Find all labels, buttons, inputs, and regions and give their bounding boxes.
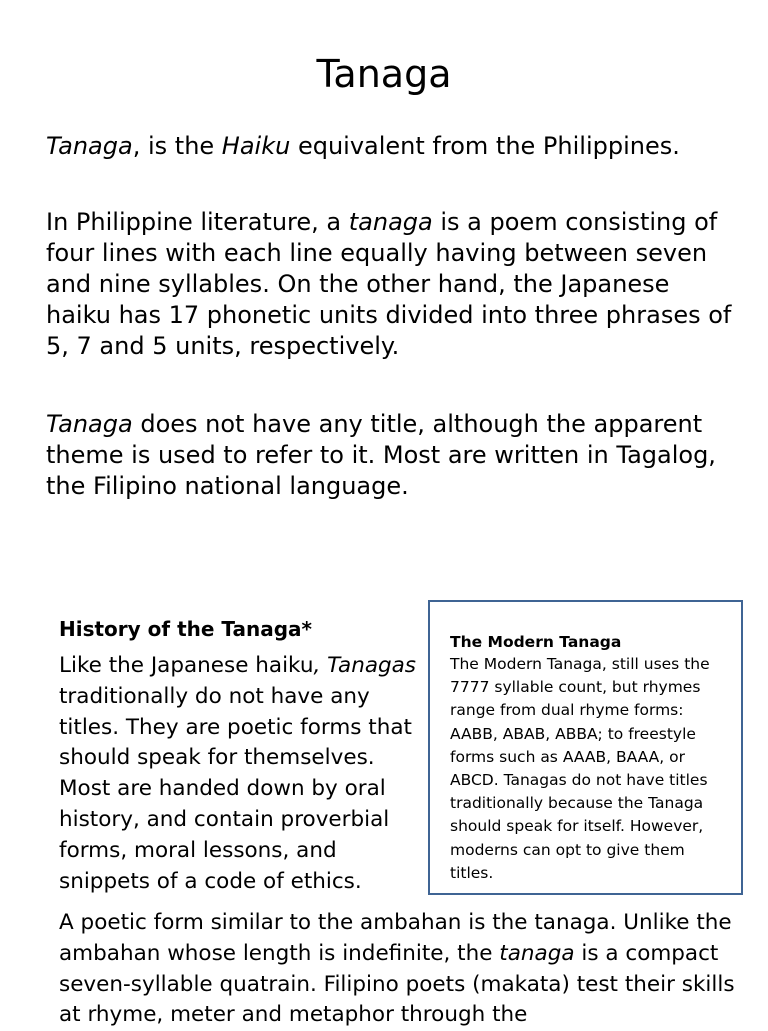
history-tanagas-term: , Tanagas xyxy=(313,653,417,678)
ambahan-text-1: A poetic form similar to the ambahan is the tanaga. Unlike the ambahan whose length is indefinite, the xyxy=(59,910,732,966)
definition-text-1: In Philippine literature, a xyxy=(46,208,349,236)
definition-paragraph xyxy=(46,207,736,362)
intro-text-2: equivalent from the Philippines. xyxy=(290,132,680,160)
ambahan-tanaga-term: tanaga xyxy=(499,940,575,966)
definition-text-2: is a poem consisting of four lines with each line equally having between seven and nine syllables. On the other hand, the Japanese haiku has 17 phonetic units divided into three phrases of 5, 7 and 5 units, respectively. xyxy=(46,208,732,360)
modern-tanaga-heading: The Modern Tanaga xyxy=(450,633,622,651)
modern-tanaga-text: The Modern Tanaga, still uses the 7777 syllable count, but rhymes range from dual rhyme forms: AABB, ABAB, ABBA; to freestyle forms such as AAAB, BAAA, or ABCD. Tanagas do not have titles traditionally because the Tanaga should speak for itself. However, moderns can opt to give them titles. xyxy=(450,655,710,882)
intro-tanaga-term: Tanaga xyxy=(46,132,133,160)
title-note-text: does not have any title, although the apparent theme is used to refer to it. Most are written in Tagalog, the Filipino national language. xyxy=(46,410,716,500)
ambahan-text-2: is a compact seven-syllable quatrain. Filipino poets (makata) test their skills at rhyme, meter and metaphor through the xyxy=(59,940,735,1028)
history-text-2: traditionally do not have any titles. They are poetic forms that should speak for themselves. Most are handed down by oral history, and contain proverbial forms, moral lessons, and snippets of a code of ethics. xyxy=(59,683,412,894)
intro-paragraph xyxy=(46,131,736,162)
title-note-paragraph xyxy=(46,409,736,502)
ambahan-paragraph xyxy=(59,908,739,1031)
title-note-tanaga-term: Tanaga xyxy=(46,410,133,438)
definition-tanaga-term: tanaga xyxy=(348,208,433,236)
history-heading: History of the Tanaga* xyxy=(59,617,312,641)
intro-haiku-term: Haiku xyxy=(221,132,291,160)
history-paragraph xyxy=(59,651,427,897)
page-title: Tanaga xyxy=(316,52,452,96)
modern-tanaga-box xyxy=(428,600,743,895)
history-text-1: Like the Japanese haiku xyxy=(59,653,314,678)
intro-text-1: , is the xyxy=(132,132,222,160)
